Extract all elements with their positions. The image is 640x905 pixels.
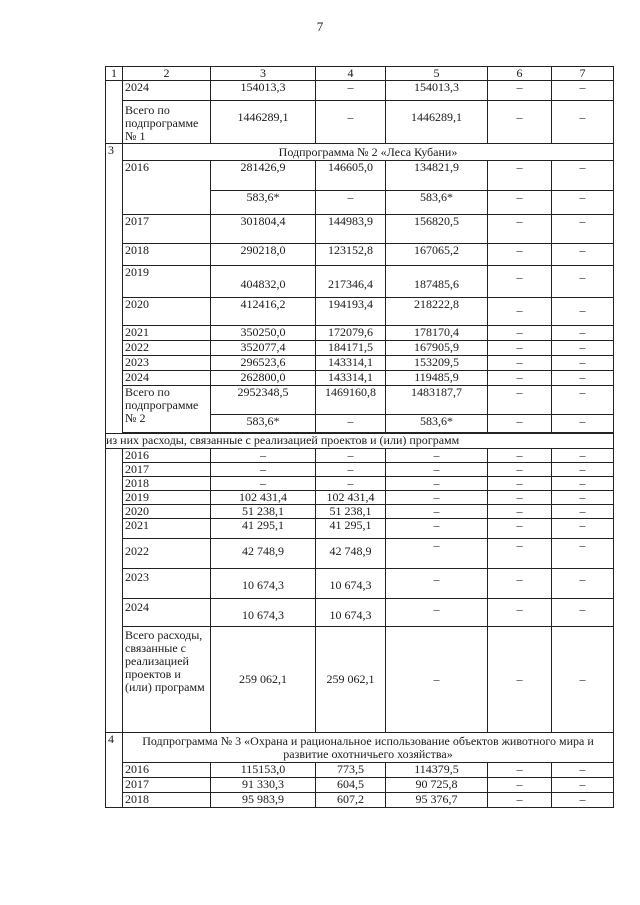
value-cell: – [488, 627, 552, 733]
value-cell: 51 238,1 [316, 505, 386, 519]
value-cell: 583,6* [386, 415, 488, 433]
value-cell: – [488, 463, 552, 477]
value-cell: – [552, 599, 614, 627]
value-cell: 1446289,1 [211, 101, 316, 144]
year-cell: 2018 [123, 244, 211, 266]
value-cell: – [386, 477, 488, 491]
year-cell: 2022 [123, 341, 211, 356]
value-cell: – [488, 386, 552, 415]
value-cell: – [552, 386, 614, 415]
value-cell: 42 748,9 [316, 539, 386, 569]
value-cell: – [552, 81, 614, 101]
table-row [106, 627, 614, 733]
table-row [106, 161, 614, 191]
value-cell: – [552, 505, 614, 519]
value-cell: 156820,5 [386, 215, 488, 244]
table-row [106, 266, 614, 298]
table-row [106, 298, 614, 326]
value-cell: – [552, 491, 614, 505]
value-cell: – [552, 778, 614, 793]
value-cell: – [488, 449, 552, 463]
value-cell: – [488, 326, 552, 341]
total-label-cell: Всего по подпрограмме № 1 [123, 101, 211, 144]
value-cell: 41 295,1 [211, 519, 316, 539]
value-cell: – [488, 599, 552, 627]
year-cell: 2021 [123, 326, 211, 341]
value-cell: 184171,5 [316, 341, 386, 356]
value-cell: 1469160,8 [316, 386, 386, 415]
value-cell: 51 238,1 [211, 505, 316, 519]
value-cell: 1446289,1 [386, 101, 488, 144]
value-cell: 604,5 [316, 778, 386, 793]
year-cell: 2017 [123, 778, 211, 793]
value-cell: – [386, 463, 488, 477]
value-cell: 143314,1 [316, 356, 386, 371]
row-number-cell [106, 449, 123, 733]
year-cell: 2019 [123, 491, 211, 505]
value-cell: – [386, 569, 488, 599]
value-cell: 583,6* [211, 415, 316, 433]
year-cell: 2022 [123, 539, 211, 569]
table-row [106, 341, 614, 356]
value-cell: – [488, 356, 552, 371]
table-row [106, 793, 614, 808]
value-cell: 154013,3 [386, 81, 488, 101]
value-cell: – [552, 356, 614, 371]
value-cell: – [316, 463, 386, 477]
value-cell: 10 674,3 [316, 599, 386, 627]
value-cell: 773,5 [316, 763, 386, 778]
value-cell: 115153,0 [211, 763, 316, 778]
header-cell: 6 [488, 67, 552, 81]
value-cell: – [488, 793, 552, 808]
value-cell: – [552, 449, 614, 463]
table-row [106, 371, 614, 386]
value-cell: 41 295,1 [316, 519, 386, 539]
value-cell: – [552, 266, 614, 298]
year-cell: 2020 [123, 505, 211, 519]
value-cell: 90 725,8 [386, 778, 488, 793]
value-cell: – [386, 449, 488, 463]
value-cell: 290218,0 [211, 244, 316, 266]
value-cell: – [488, 81, 552, 101]
year-cell: 2018 [123, 793, 211, 808]
value-cell: – [488, 519, 552, 539]
year-cell: 2024 [123, 81, 211, 101]
table-row [106, 386, 614, 415]
table-row [106, 519, 614, 539]
table-row [106, 477, 614, 491]
value-cell: – [552, 477, 614, 491]
value-cell: – [488, 491, 552, 505]
value-cell: – [552, 627, 614, 733]
value-cell: 10 674,3 [211, 599, 316, 627]
value-cell: – [488, 341, 552, 356]
value-cell: – [488, 778, 552, 793]
budget-table [105, 66, 614, 808]
page-number: 7 [316, 19, 324, 34]
value-cell: – [552, 215, 614, 244]
value-cell: 154013,3 [211, 81, 316, 101]
value-cell: 2952348,5 [211, 386, 316, 415]
section-title: из них расходы, связанные с реализацией проектов и (или) программ [106, 434, 614, 449]
value-cell: 91 330,3 [211, 778, 316, 793]
value-cell: 583,6* [386, 191, 488, 215]
table-row [106, 356, 614, 371]
value-cell: 178170,4 [386, 326, 488, 341]
value-cell: 172079,6 [316, 326, 386, 341]
value-cell: – [552, 371, 614, 386]
total-label-cell: Всего расходы, связанные с реализацией проектов и (или) программ [123, 627, 211, 733]
value-cell: 146605,0 [316, 161, 386, 191]
row-number-cell: 3 [106, 144, 123, 434]
value-cell: – [488, 505, 552, 519]
section-header-row [106, 144, 614, 161]
year-cell: 2020 [123, 298, 211, 326]
value-cell: 134821,9 [386, 161, 488, 191]
value-cell: 144983,9 [316, 215, 386, 244]
row-number-cell [106, 81, 123, 144]
table-row [106, 449, 614, 463]
value-cell: – [552, 298, 614, 326]
value-cell: – [488, 415, 552, 433]
value-cell: – [488, 244, 552, 266]
table-row [106, 326, 614, 341]
year-cell: 2016 [123, 161, 211, 215]
value-cell: – [316, 415, 386, 433]
value-cell: 187485,6 [386, 266, 488, 298]
header-cell: 5 [386, 67, 488, 81]
value-cell: – [552, 463, 614, 477]
value-cell: 296523,6 [211, 356, 316, 371]
value-cell: 153209,5 [386, 356, 488, 371]
section-header-row [106, 733, 614, 763]
year-cell: 2021 [123, 519, 211, 539]
value-cell: 583,6* [211, 191, 316, 215]
value-cell: – [488, 539, 552, 569]
year-cell: 2024 [123, 599, 211, 627]
table-row [106, 244, 614, 266]
value-cell: – [211, 449, 316, 463]
year-cell: 2016 [123, 449, 211, 463]
table-row [106, 491, 614, 505]
value-cell: – [552, 191, 614, 215]
value-cell: – [211, 477, 316, 491]
section-title: Подпрограмма № 3 «Охрана и рациональное использование объектов животного мира и развитие охотничьего хозяйства» [123, 733, 614, 763]
value-cell: – [552, 244, 614, 266]
value-cell: 262800,0 [211, 371, 316, 386]
value-cell: 194193,4 [316, 298, 386, 326]
value-cell: – [552, 341, 614, 356]
value-cell: – [488, 763, 552, 778]
year-cell: 2024 [123, 371, 211, 386]
table-row [106, 215, 614, 244]
section-title: Подпрограмма № 2 «Леса Кубани» [123, 144, 614, 161]
value-cell: – [552, 519, 614, 539]
value-cell: 167905,9 [386, 341, 488, 356]
table-row [106, 101, 614, 144]
value-cell: – [552, 569, 614, 599]
value-cell: – [488, 191, 552, 215]
table-row [106, 81, 614, 101]
value-cell: – [386, 491, 488, 505]
value-cell: 95 376,7 [386, 793, 488, 808]
value-cell: – [316, 477, 386, 491]
value-cell: – [552, 763, 614, 778]
row-number-cell: 4 [106, 733, 123, 808]
value-cell: 350250,0 [211, 326, 316, 341]
value-cell: 167065,2 [386, 244, 488, 266]
value-cell: 102 431,4 [316, 491, 386, 505]
value-cell: 114379,5 [386, 763, 488, 778]
value-cell: 123152,8 [316, 244, 386, 266]
value-cell: – [552, 326, 614, 341]
table-row [106, 569, 614, 599]
header-cell: 1 [106, 67, 123, 81]
value-cell: – [316, 449, 386, 463]
table-row [106, 539, 614, 569]
value-cell: – [316, 81, 386, 101]
value-cell: 10 674,3 [316, 569, 386, 599]
table-row [106, 599, 614, 627]
table-row [106, 778, 614, 793]
value-cell: – [316, 191, 386, 215]
value-cell: – [386, 519, 488, 539]
value-cell: 143314,1 [316, 371, 386, 386]
value-cell: 95 983,9 [211, 793, 316, 808]
value-cell: – [386, 627, 488, 733]
year-cell: 2017 [123, 463, 211, 477]
value-cell: – [488, 569, 552, 599]
value-cell: – [552, 415, 614, 433]
value-cell: 259 062,1 [211, 627, 316, 733]
year-cell: 2016 [123, 763, 211, 778]
value-cell: – [211, 463, 316, 477]
value-cell: – [552, 793, 614, 808]
value-cell: – [552, 161, 614, 191]
value-cell: 218222,8 [386, 298, 488, 326]
header-row [106, 67, 614, 81]
value-cell: 404832,0 [211, 266, 316, 298]
year-cell: 2019 [123, 266, 211, 298]
header-cell: 4 [316, 67, 386, 81]
value-cell: – [488, 371, 552, 386]
value-cell: 607,2 [316, 793, 386, 808]
value-cell: 217346,4 [316, 266, 386, 298]
year-cell: 2023 [123, 569, 211, 599]
value-cell: 259 062,1 [316, 627, 386, 733]
table-row [106, 505, 614, 519]
value-cell: – [386, 505, 488, 519]
value-cell: 412416,2 [211, 298, 316, 326]
value-cell: – [488, 215, 552, 244]
value-cell: – [552, 539, 614, 569]
year-cell: 2023 [123, 356, 211, 371]
value-cell: – [488, 477, 552, 491]
header-cell: 2 [123, 67, 211, 81]
value-cell: – [488, 266, 552, 298]
value-cell: – [386, 539, 488, 569]
value-cell: 102 431,4 [211, 491, 316, 505]
value-cell: 1483187,7 [386, 386, 488, 415]
value-cell: – [552, 101, 614, 144]
value-cell: – [386, 599, 488, 627]
value-cell: – [488, 101, 552, 144]
table-row [106, 463, 614, 477]
value-cell: 42 748,9 [211, 539, 316, 569]
value-cell: 301804,4 [211, 215, 316, 244]
value-cell: 281426,9 [211, 161, 316, 191]
value-cell: – [488, 161, 552, 191]
year-cell: 2018 [123, 477, 211, 491]
total-label-cell: Всего по подпрограмме № 2 [123, 386, 211, 433]
header-cell: 3 [211, 67, 316, 81]
value-cell: – [488, 298, 552, 326]
value-cell: 352077,4 [211, 341, 316, 356]
value-cell: 10 674,3 [211, 569, 316, 599]
value-cell: – [316, 101, 386, 144]
value-cell: 119485,9 [386, 371, 488, 386]
table-row [106, 763, 614, 778]
section-header-row [106, 434, 614, 449]
year-cell: 2017 [123, 215, 211, 244]
header-cell: 7 [552, 67, 614, 81]
